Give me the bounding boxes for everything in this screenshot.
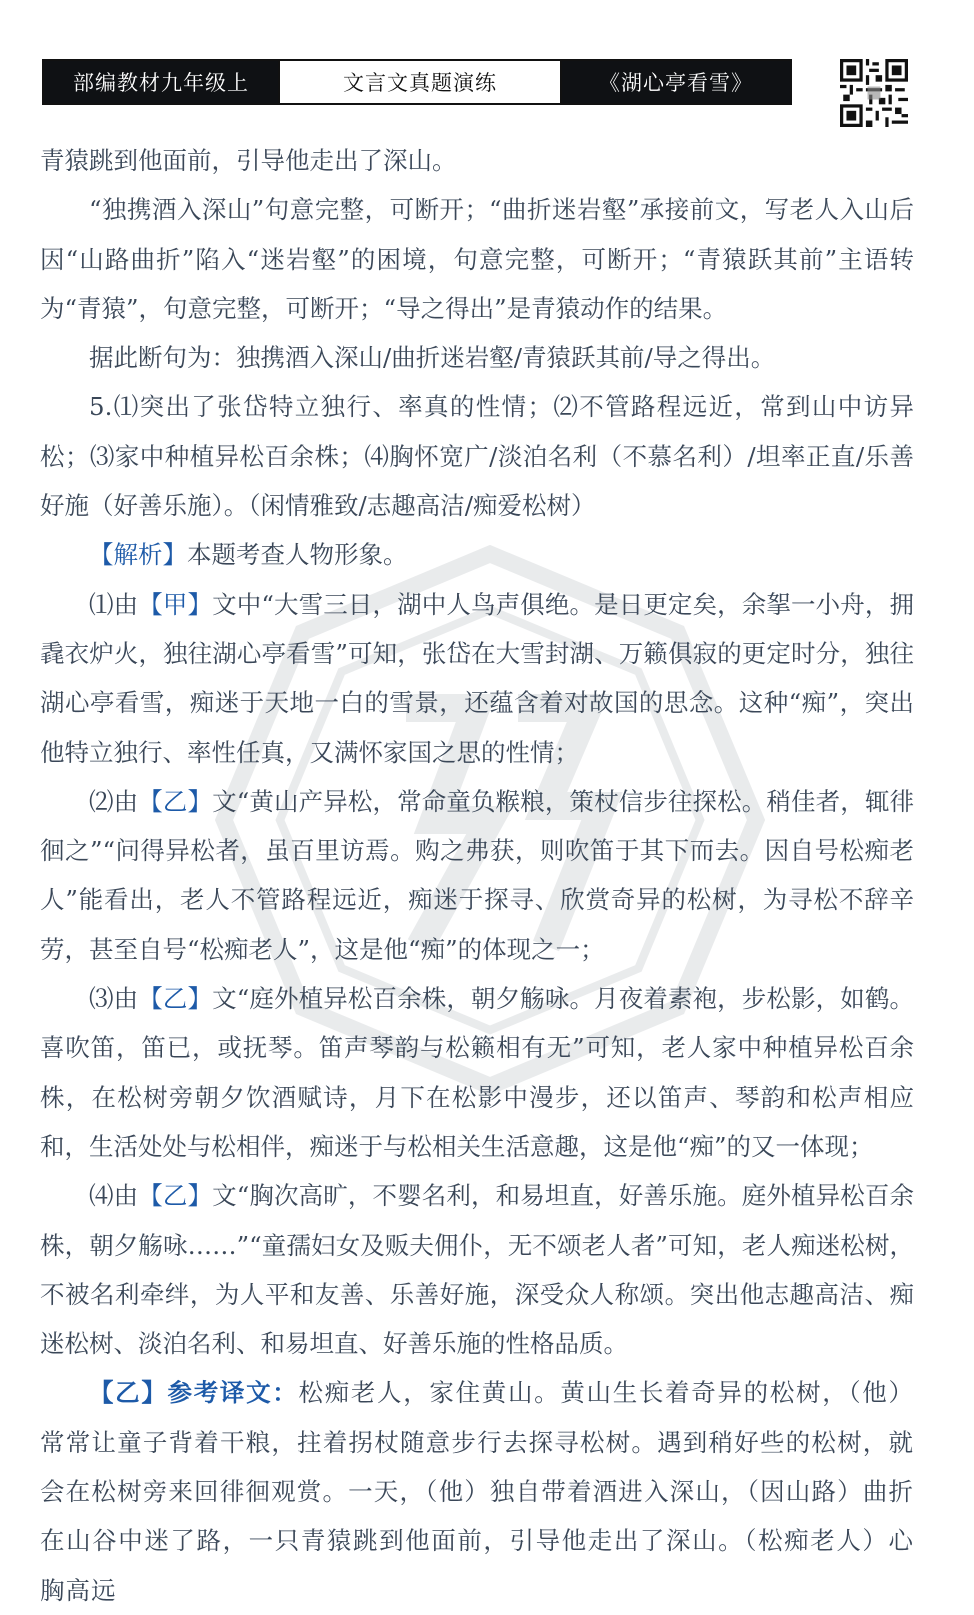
header-bar <box>42 59 792 105</box>
paragraph-analysis-2 <box>40 777 914 974</box>
paragraph-analysis-1 <box>40 580 914 777</box>
paragraph-question-5-answer: 5.⑴突出了张岱特立独行、率真的性情；⑵不管路程远近，常到山中访异松；⑶家中种植异松百余株；⑷胸怀宽广/淡泊名利（不慕名利）/坦率正直/乐善好施（好善乐施）。（闲情雅致/志趣高洁/痴爱松树） <box>40 392 914 521</box>
analysis-4-prefix: ⑷由 <box>89 1181 139 1211</box>
paragraph-analysis-intro <box>40 530 914 579</box>
source-tag-yi: 【乙】 <box>138 984 213 1014</box>
header-lesson-title: 《湖心亭看雪》 <box>562 61 790 103</box>
analysis-1-text: 文中“大雪三日，湖中人鸟声俱绝。是日更定矣，余挐一小舟，拥毳衣炉火，独往湖心亭看雪”可知，张岱在大雪封湖、万籁俱寂的更定时分，独往湖心亭看雪，痴迷于天地一白的雪景，还蕴含着对故国的思念。这种“痴”，突出他特立独行、率性任真，又满怀家国之思的性情； <box>40 589 915 767</box>
paragraph-continuation: 青猿跳到他面前，引导他走出了深山。 <box>40 146 457 175</box>
analysis-tag: 【解析】 <box>89 540 187 570</box>
translation-tag: 【乙】参考译文： <box>89 1378 299 1408</box>
analysis-3-text: 文“庭外植异松百余株，朝夕觞咏。月夜着素袍，步松影，如鹤。喜吹笛，笛已，或抚琴。笛声琴韵与松籁相有无”可知，老人家中种植异松百余株，在松树旁朝夕饮酒赋诗，月下在松影中漫步，还以笛声、琴韵和松声相应和，生活处处与松相伴，痴迷于与松相关生活意趣，这是他“痴”的又一体现； <box>40 984 915 1161</box>
translation-text: 松痴老人，家住黄山。黄山生长着奇异的松树，（他）常常让童子背着干粮，拄着拐杖随意步行去探寻松树。遇到稍好些的松树，就会在松树旁来回徘徊观赏。一天，（他）独自带着酒进入深山，（因山路）曲折在山谷中迷了路，一只青猿跳到他面前，引导他走出了深山。（松痴老人）心胸高远 <box>40 1378 914 1605</box>
paragraph-analysis-4 <box>40 1171 914 1368</box>
source-tag-yi: 【乙】 <box>138 786 213 816</box>
qr-code-icon <box>840 59 908 127</box>
header-section-label: 文言文真题演练 <box>278 61 562 103</box>
paragraph-reference-translation <box>40 1368 914 1614</box>
paragraph-analysis-3 <box>40 974 914 1171</box>
paragraph-sentence-breaking-analysis: “独携酒入深山”句意完整，可断开；“曲折迷岩壑”承接前文，写老人入山后因“山路曲折”陷入“迷岩壑”的困境，句意完整，可断开；“青猿跃其前”主语转为“青猿”，句意完整，可断开；“导之得出”是青猿动作的结果。 <box>40 195 914 323</box>
analysis-intro-text: 本题考查人物形象。 <box>187 540 408 570</box>
document-body <box>40 136 914 1615</box>
source-tag-yi: 【乙】 <box>138 1181 213 1211</box>
analysis-3-prefix: ⑶由 <box>89 984 139 1014</box>
header-textbook-label: 部编教材九年级上 <box>44 61 278 103</box>
source-tag-jia: 【甲】 <box>138 589 213 619</box>
paragraph-sentence-breaking-answer: 据此断句为：独携酒入深山/曲折迷岩壑/青猿跃其前/导之得出。 <box>89 343 776 373</box>
analysis-1-prefix: ⑴由 <box>89 589 139 619</box>
analysis-4-text: 文“胸次高旷，不婴名利，和易坦直，好善乐施。庭外植异松百余株，朝夕觞咏……”“童孺妇女及贩夫佣仆，无不颂老人者”可知，老人痴迷松树，不被名利牵绊，为人平和友善、乐善好施，深受众人称颂。突出他志趣高洁、痴迷松树、淡泊名利、和易坦直、好善乐施的性格品质。 <box>40 1181 915 1359</box>
analysis-2-text: 文“黄山产异松，常命童负糇粮，策杖信步往探松。稍佳者，辄徘徊之”“问得异松者，虽百里访焉。购之弗获，则吹笛于其下而去。因自号松痴老人”能看出，老人不管路程远近，痴迷于探寻、欣赏奇异的松树，为寻松不辞辛劳，甚至自号“松痴老人”，这是他“痴”的体现之一； <box>40 786 915 964</box>
analysis-2-prefix: ⑵由 <box>89 786 139 816</box>
